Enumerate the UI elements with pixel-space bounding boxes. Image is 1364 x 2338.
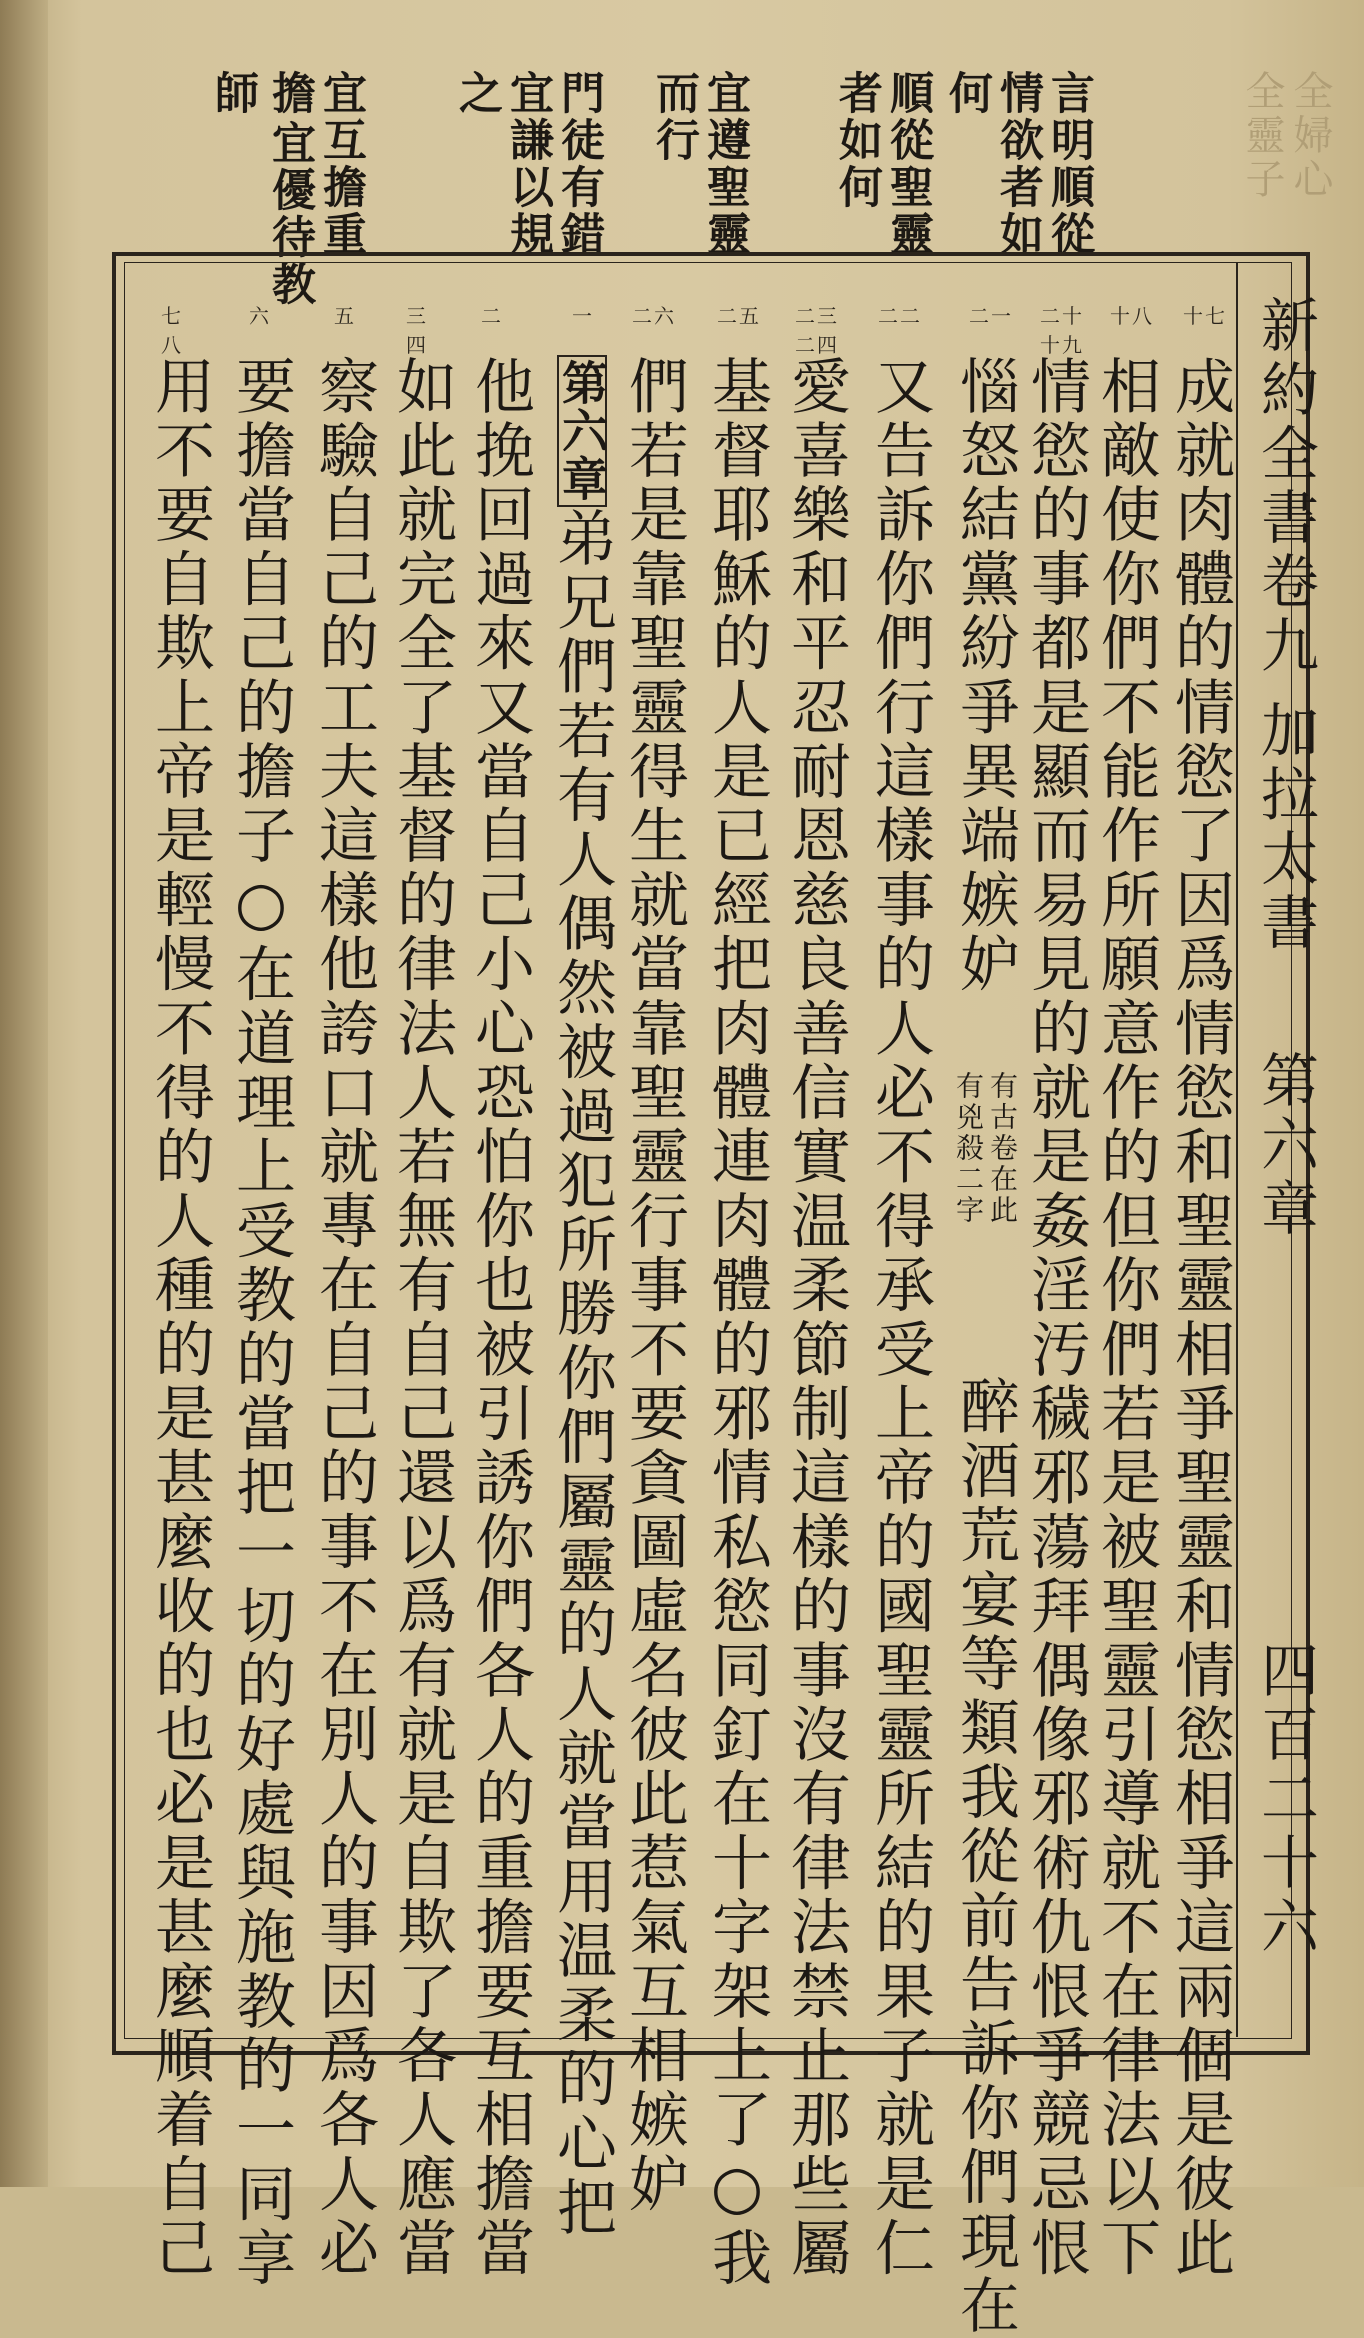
inline-footnote-line: 有古卷在此: [986, 1071, 1019, 1227]
body-text-segment: 醉酒荒宴等類我從前告訴你們現在: [950, 1375, 1020, 2338]
body-text-column: 察驗自己的工夫這樣他誇口就專在自己的事不在別人的事因爲各人必: [309, 355, 379, 2281]
head-note-line: 擔: [264, 70, 315, 117]
body-text-column: [950, 355, 1020, 2338]
body-text-column: 又告訴你們行這樣事的人必不得承受上帝的國聖靈所結的果子就是仁: [865, 355, 935, 2281]
body-text-column: [547, 355, 617, 2241]
verse-number: 二六: [632, 304, 676, 328]
head-note-line: 宜互擔重: [315, 70, 366, 258]
verse-number: 十七: [1183, 304, 1227, 328]
head-note-line: 者如何: [831, 70, 882, 211]
chapter-marker: 第六章: [557, 355, 607, 507]
head-note-line: 宜優待教: [264, 120, 315, 308]
binding-gutter: [0, 0, 48, 2187]
verse-number: 二十 十九: [1040, 304, 1084, 357]
body-text-column: 他挽回過來又當自己小心恐怕你也被引誘你們各人的重擔要互相擔當: [465, 355, 535, 2281]
inline-footnote: [952, 1071, 1019, 1301]
verse-number: 七 八: [161, 304, 183, 357]
verse-number: 五: [334, 304, 356, 328]
head-note-line: 何: [941, 70, 992, 117]
verse-number: 三 四: [406, 304, 428, 357]
bleed-through-text: 全婦心: [1287, 70, 1333, 202]
head-note-line: 之: [451, 70, 502, 117]
body-text-segment: 惱怒結黨紛爭異端嫉妒: [950, 355, 1020, 997]
head-note-line: 師: [207, 70, 258, 117]
verse-number: 二二: [878, 304, 922, 328]
running-head-divider: [1236, 262, 1238, 2037]
head-note-line: 門徒有錯: [553, 70, 604, 258]
verse-number: 二五: [717, 304, 761, 328]
running-head-book: 新約全書卷九: [1251, 295, 1319, 679]
body-text-column: 基督耶穌的人是已經把肉體連肉體的邪情私慾同釘在十字架上了○我: [702, 355, 772, 2291]
verse-number: 一: [572, 304, 594, 328]
body-text-segment: 弟兄們若有人偶然被過犯所勝你們屬靈的人就當用温柔的心把: [547, 507, 617, 2241]
verse-number: 二: [481, 304, 503, 328]
body-text-column: 相敵使你們不能作所願意作的但你們若是被聖靈引導就不在律法以下: [1091, 355, 1161, 2281]
body-text-column: 們若是靠聖靈得生就當靠聖靈行事不要貪圖虛名彼此惹氣互相嫉妒: [619, 355, 689, 2217]
verse-number: 十八: [1110, 304, 1154, 328]
head-note-line: 順從聖靈: [882, 70, 933, 258]
verse-number: 二三 二四: [795, 304, 839, 357]
page-number: 四百二十六: [1251, 1640, 1319, 1960]
verse-number: 六: [249, 304, 271, 328]
verse-number: 二一: [969, 304, 1013, 328]
body-text-column: 情慾的事都是顯而易見的就是姦淫汚穢邪蕩拜偶像邪術仇恨爭競忌恨: [1021, 355, 1091, 2281]
head-note-line: 宜遵聖靈: [699, 70, 750, 258]
bleed-through-text: 全靈子: [1239, 70, 1285, 202]
body-text-column: 用不要自欺上帝是輕慢不得的人種的是甚麼收的也必是甚麼順着自己: [145, 355, 215, 2281]
head-note-line: 言明順從: [1043, 70, 1094, 258]
body-text-column: 如此就完全了基督的律法人若無有自己還以爲有就是自欺了各人應當: [387, 355, 457, 2281]
head-note-line: 情欲者如: [992, 70, 1043, 258]
body-text-column: 愛喜樂和平忍耐恩慈良善信實温柔節制這樣的事沒有律法禁止那些屬: [781, 355, 851, 2281]
head-note-line: 而行: [648, 70, 699, 164]
running-head-title: 加拉太書: [1251, 700, 1319, 956]
body-text-column: 要擔當自己的擔子○在道理上受教的當把一切的好處與施教的一同享: [226, 355, 296, 2291]
running-head-chapter: 第六章: [1251, 1050, 1319, 1242]
body-text-column: 成就肉體的情慾了因爲情慾和聖靈相爭聖靈和情慾相爭這兩個是彼此: [1165, 355, 1235, 2281]
inline-footnote-line: 有兇殺二字: [952, 1071, 985, 1227]
head-note-line: 宜謙以規: [502, 70, 553, 258]
